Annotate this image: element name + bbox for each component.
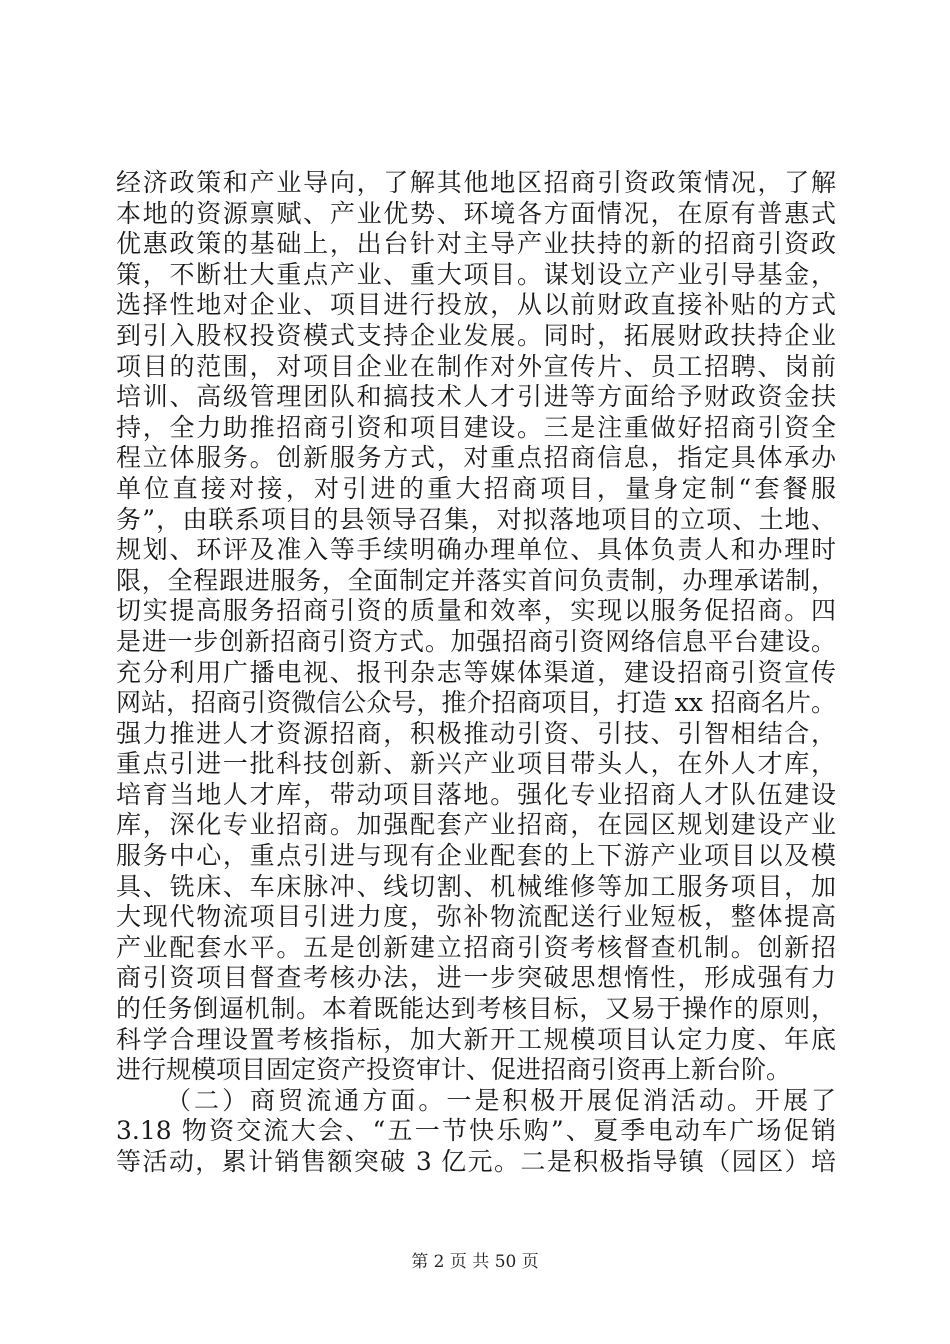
text-line: 充分利用广播电视、报刊杂志等媒体渠道，建设招商引资宣传	[116, 657, 836, 687]
text-line: 单位直接对接，对引进的重大招商项目，量身定制“套餐服	[116, 473, 836, 503]
text-line: 本地的资源禀赋、产业优势、环境各方面情况，在原有普惠式	[116, 198, 836, 228]
paragraph-end-line: 进行规模项目固定资产投资审计、促进招商引资再上新台阶。	[116, 1055, 792, 1085]
text-line: 重点引进一批科技创新、新兴产业项目带头人，在外人才库，	[116, 749, 836, 779]
text-line: 培育当地人才库，带动项目落地。强化专业招商人才队伍建设	[116, 779, 836, 809]
text-line: 大现代物流项目引进力度，弥补物流配送行业短板，整体提高	[116, 902, 836, 932]
text-line: 策，不断壮大重点产业、重大项目。谋划设立产业引导基金，	[116, 259, 836, 289]
page-number-footer: 第 2 页 共 50 页	[411, 1252, 539, 1272]
text-line: 强力推进人才资源招商，积极推动引资、引技、引智相结合，	[116, 718, 836, 748]
text-line: 限，全程跟进服务，全面制定并落实首问负责制，办理承诺制，	[116, 565, 836, 595]
text-line: 到引入股权投资模式支持企业发展。同时，拓展财政扶持企业	[116, 320, 836, 350]
text-line: 选择性地对企业、项目进行投放，从以前财政直接补贴的方式	[116, 290, 836, 320]
text-line: 网站，招商引资微信公众号，推介招商项目，打造 xx 招商名片。	[116, 688, 836, 718]
text-line: 商引资项目督查考核办法，进一步突破思想惰性，形成强有力	[116, 963, 836, 993]
text-line: 规划、环评及准入等手续明确办理单位、具体负责人和办理时	[116, 535, 836, 565]
text-line: 经济政策和产业导向，了解其他地区招商引资政策情况，了解	[116, 168, 836, 197]
text-line: 务”，由联系项目的县领导召集，对拟落地项目的立项、土地、	[116, 504, 836, 534]
text-line: 的任务倒逼机制。本着既能达到考核目标，又易于操作的原则，	[116, 994, 836, 1024]
text-line: 项目的范围，对项目企业在制作对外宣传片、员工招聘、岗前	[116, 351, 836, 381]
text-line: 具、铣床、车床脉冲、线切割、机械维修等加工服务项目，加	[116, 871, 836, 901]
text-line: 是进一步创新招商引资方式。加强招商引资网络信息平台建设。	[116, 626, 836, 656]
text-line: 切实提高服务招商引资的质量和效率，实现以服务促招商。四	[116, 596, 836, 626]
text-line: 科学合理设置考核指标，加大新开工规模项目认定力度、年底	[116, 1024, 836, 1054]
text-line: 优惠政策的基础上，出台针对主导产业扶持的新的招商引资政	[116, 229, 836, 259]
text-line: 服务中心，重点引进与现有企业配套的上下游产业项目以及模	[116, 841, 836, 871]
text-line: 产业配套水平。五是创新建立招商引资考核督查机制。创新招	[116, 932, 836, 962]
text-line: 库，深化专业招商。加强配套产业招商，在园区规划建设产业	[116, 810, 836, 840]
section-heading-line: （二）商贸流通方面。一是积极开展促消活动。开展了	[166, 1085, 836, 1115]
text-line: 等活动，累计销售额突破 3 亿元。二是积极指导镇（园区）培	[116, 1147, 836, 1176]
text-line: 持，全力助推招商引资和项目建设。三是注重做好招商引资全	[116, 412, 836, 442]
text-line: 程立体服务。创新服务方式，对重点招商信息，指定具体承办	[116, 443, 836, 473]
text-line: 3.18 物资交流大会、“五一节快乐购”、夏季电动车广场促销	[116, 1116, 836, 1146]
text-line: 培训、高级管理团队和搞技术人才引进等方面给予财政资金扶	[116, 382, 836, 412]
document-body	[116, 168, 836, 1178]
